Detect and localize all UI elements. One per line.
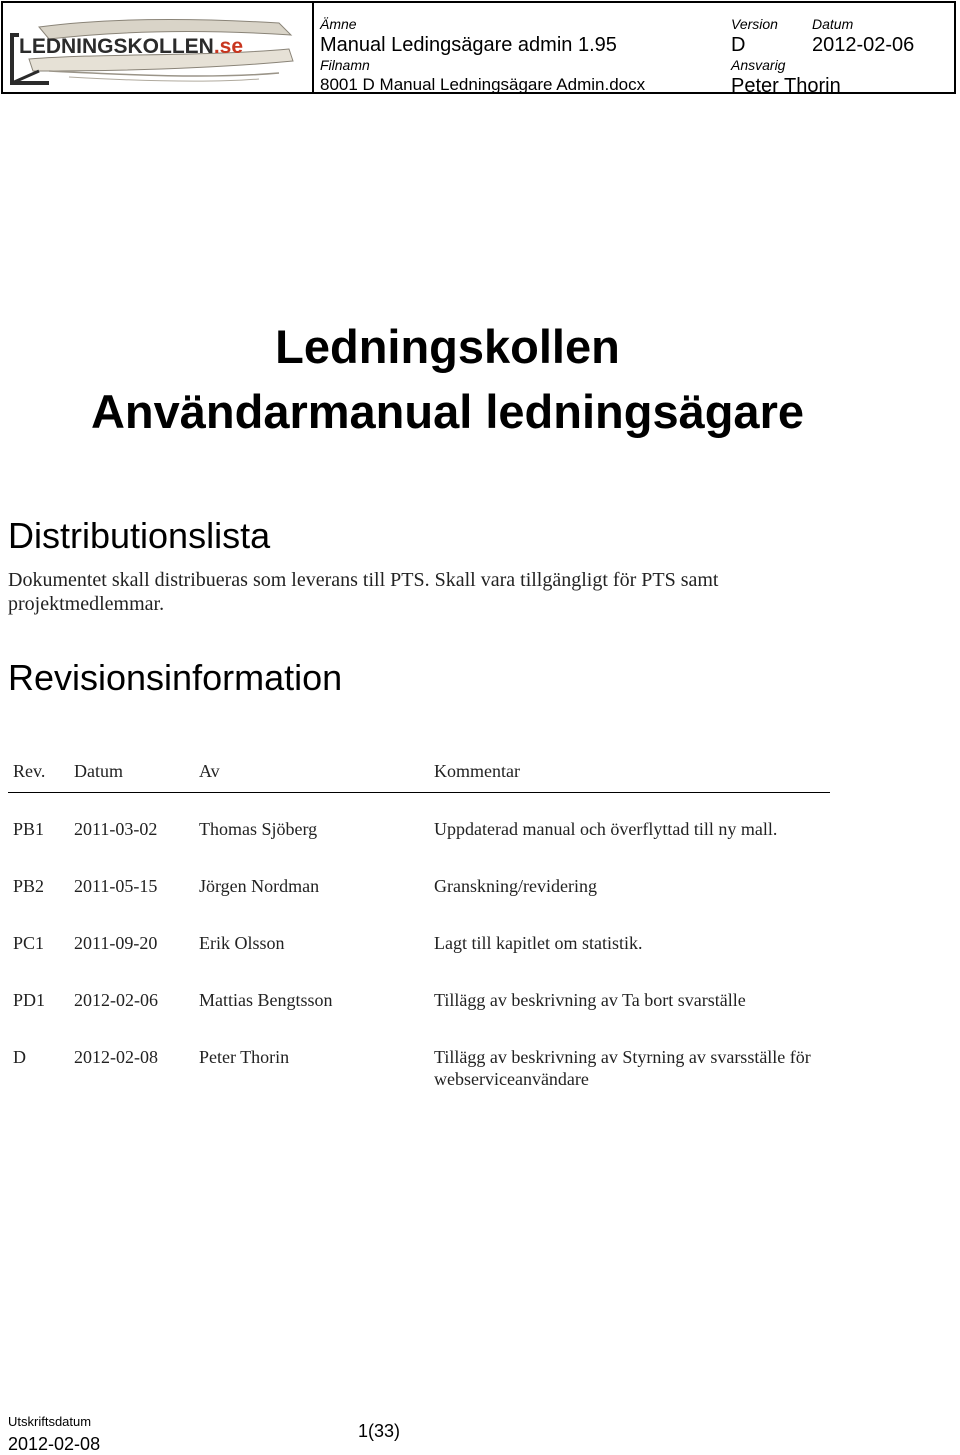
table-cell-rev: PB1 [13,819,45,839]
table-cell-rev: PB2 [13,876,45,896]
header-divider [312,3,314,92]
table-cell-kommentar: Granskning/revidering [434,876,597,896]
table-cell-kommentar: Uppdaterad manual och överflyttad till ny mall. [434,819,778,839]
amne-label: Ämne [320,16,357,32]
table-cell-datum: 2012-02-06 [74,990,158,1010]
table-cell-rev: PD1 [13,990,46,1010]
footer-print-date-label: Utskriftsdatum [8,1414,92,1429]
table-cell-av: Erik Olsson [199,933,285,953]
filnamn-label: Filnamn [320,57,370,73]
datum-value: 2012-02-06 [812,34,915,56]
footer-page-number: 1(33) [358,1421,401,1441]
filnamn-value: 8001 D Manual Ledningsägare Admin.docx [320,75,646,94]
table-cell-kommentar: Lagt till kapitlet om statistik. [434,933,643,953]
table-cell-av: Jörgen Nordman [199,876,320,896]
table-cell-datum: 2011-03-02 [74,819,158,839]
datum-label: Datum [812,16,854,32]
table-cell-av: Peter Thorin [199,1047,290,1067]
distribution-text: Dokumentet skall distribueras som leverans till PTS. Skall vara tillgängligt för PTS samt projektmedlemmar. [8,569,719,615]
document-title: Ledningskollen [275,320,620,373]
col-header-datum: Datum [74,761,123,781]
amne-value: Manual Ledingsägare admin 1.95 [320,34,617,56]
table-cell-datum: 2011-05-15 [74,876,158,896]
document-subtitle: Användarmanual ledningsägare [90,385,805,438]
table-cell-av: Mattias Bengtsson [199,990,333,1010]
col-header-kommentar: Kommentar [434,761,520,781]
table-cell-datum: 2012-02-08 [74,1047,158,1067]
table-cell-kommentar: Tillägg av beskrivning av Ta bort svarställe [434,990,746,1010]
table-cell-av: Thomas Sjöberg [199,819,318,839]
version-value: D [731,34,746,56]
ansvarig-label: Ansvarig [731,57,786,73]
table-cell-datum: 2011-09-20 [74,933,158,953]
table-header-rule [8,792,830,793]
document-header [1,1,956,97]
version-label: Version [731,16,778,32]
table-cell-rev: PC1 [13,933,45,953]
col-header-rev: Rev. [13,761,46,781]
table-cell-rev: D [13,1047,26,1067]
distribution-heading: Distributionslista [8,515,271,556]
table-cell-kommentar: Tillägg av beskrivning av Styrning av svarsställe för webserviceanvändare [434,1047,811,1089]
revision-heading: Revisionsinformation [8,657,343,698]
ledningskollen-logo [9,13,303,87]
col-header-av: Av [199,761,220,781]
svg-text:LEDNINGSKOLLEN.se: LEDNINGSKOLLEN.se [19,35,244,58]
footer-print-date: 2012-02-08 [8,1434,101,1454]
ansvarig-value: Peter Thorin [731,75,841,97]
